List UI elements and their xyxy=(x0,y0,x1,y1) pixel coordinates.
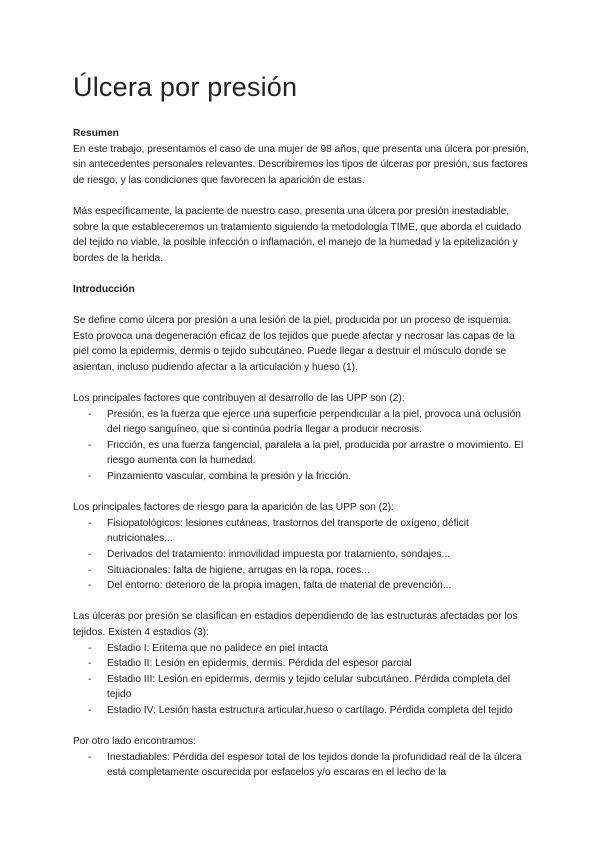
dash-bullet: - xyxy=(88,408,92,420)
otro-list xyxy=(73,750,533,781)
dash-bullet: - xyxy=(88,642,92,654)
list-item: - Situacionales: falta de higiene, arrugas en la ropa, roces... xyxy=(73,563,533,579)
list-item: - Estadio II: Lesión en epidermis, dermis. Pérdida del espesor parcial xyxy=(73,656,533,672)
estadios-intro: Las úlceras por presión se clasifican en estadios dependiendo de las estructuras afectadas por los tejidos. Existen 4 estadios (3): xyxy=(73,611,518,638)
list-item: - Del entorno: deterioro de la propia imagen, falta de material de prevención... xyxy=(73,578,533,594)
list-item: - Fisiopatológicos: lesiones cutáneas, trastornos del transporte de oxígeno, déficit nutricionales... xyxy=(88,517,469,545)
list-item: - Presión, es la fuerza que ejerce una superficie perpendicular a la piel, provoca una oclusión del riego sanguíneo, que si continúa podría llegar a producir necrosis. xyxy=(88,408,521,436)
factores-intro: Los principales factores que contribuyen al desarrollo de las UPP son (2): xyxy=(73,393,405,405)
dash-bullet: - xyxy=(88,673,92,685)
riesgo-intro: Los principales factores de riesgo para la aparición de las UPP son (2): xyxy=(73,502,394,514)
dash-bullet: - xyxy=(88,517,92,529)
resumen-paragraph-1: En este trabajo, presentamos el caso de una mujer de 98 años, que presenta una úlcera por presión, sin antecedentes personales relevantes. Describiremos los tipos de úlceras por presión, sus factores de riesgo, y las condiciones que favorecen la aparición de estas. xyxy=(73,143,529,186)
page-title: Úlcera por presión xyxy=(73,72,298,102)
list-item: - Pinzamiento vascular, combina la presión y la fricción. xyxy=(73,469,533,485)
dash-bullet: - xyxy=(88,580,92,592)
dash-bullet: - xyxy=(88,658,92,670)
estadios-list xyxy=(73,641,533,719)
list-item: - Estadio I: Eritema que no palidece en piel intacta xyxy=(73,641,533,657)
list-item: - Derivados del tratamiento: inmovilidad impuesta por tratamiento, sondajes... xyxy=(73,547,533,563)
otro-intro: Por otro lado encontramos: xyxy=(73,736,196,748)
dash-bullet: - xyxy=(88,471,92,483)
list-item: - Inestadiables: Pérdida del espesor total de los tejidos donde la profundidad real de la úlcera está completamente oscurecida por esfacelos y/o escaras en el lecho de la xyxy=(88,751,522,779)
dash-bullet: - xyxy=(88,704,92,716)
resumen-heading: Resumen xyxy=(73,128,119,139)
document-body xyxy=(73,126,533,781)
introduccion-heading: Introducción xyxy=(73,283,135,295)
list-item: - Estadio III: Lesión en epidermis, dermis y tejido celular subcutáneo. Pérdida completa del tejido xyxy=(88,673,511,701)
dash-bullet: - xyxy=(88,549,92,561)
dash-bullet: - xyxy=(88,439,92,451)
dash-bullet: - xyxy=(88,751,92,763)
dash-bullet: - xyxy=(88,564,92,576)
list-item: - Estadio IV: Lesión hasta estructura articular,hueso o cartílago. Pérdida completa del tejido xyxy=(73,703,533,719)
introduccion-paragraph-1: Se define como úlcera por presión a una lesión de la piel, producida por un proceso de isquemia. Esto provoca una degeneración eficaz de los tejidos que puede afectar y necrosar las capas de la piel como la epidermis, dermis o tejido subcutáneo. Puede llegar a destruir el músculo donde se asientan, incluso pudiendo afectar a la articulación y hueso (1). xyxy=(73,315,515,373)
riesgo-list xyxy=(73,516,533,594)
resumen-paragraph-2: Más específicamente, la paciente de nuestro caso, presenta una úlcera por presión inestadiable, sobre la que estableceremos un tratamiento siguiendo la metodología TIME, que aborda el cuidado del tejido no viable, la posible infección o inflamación, el manejo de la humedad y la epitelización y bordes de la herida. xyxy=(73,205,522,264)
factores-list xyxy=(73,407,533,485)
list-item: - Fricción, es una fuerza tangencial, paralela a la piel, producida por arrastre o movimiento. El riesgo aumenta con la humedad. xyxy=(88,439,524,467)
